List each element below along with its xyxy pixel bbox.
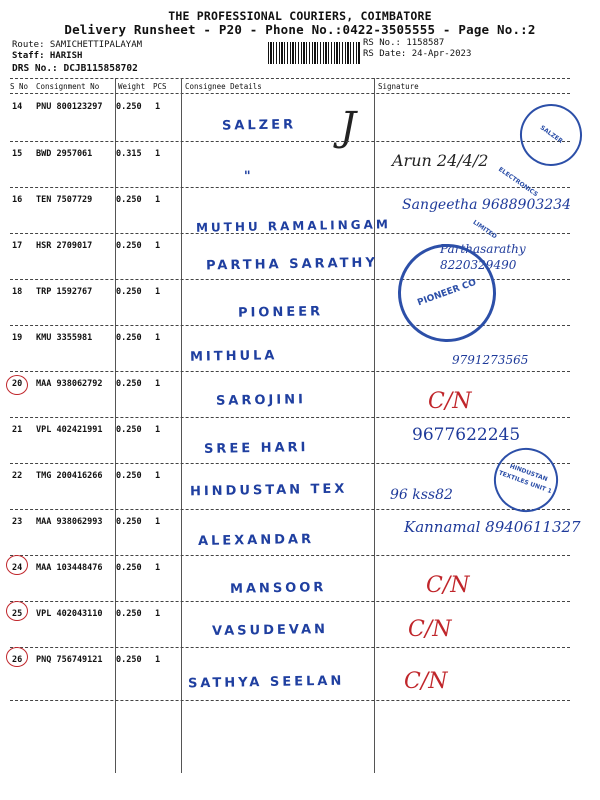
row-consignment: MAA 938062792 bbox=[36, 379, 103, 389]
row-divider bbox=[10, 555, 570, 556]
table-row bbox=[0, 603, 600, 649]
row-consignment: BWD 2957061 bbox=[36, 149, 93, 159]
row-pcs: 1 bbox=[155, 241, 161, 251]
header-weight: Weight bbox=[118, 82, 146, 91]
row-divider bbox=[10, 417, 570, 418]
row-signature: Arun 24/4/2 bbox=[392, 151, 489, 170]
row-consignment: MAA 103448476 bbox=[36, 563, 103, 573]
row-pcs: 1 bbox=[155, 195, 161, 205]
row-pcs: 1 bbox=[155, 517, 161, 527]
barcode bbox=[268, 42, 360, 64]
table-row bbox=[0, 327, 600, 373]
row-sno: 22 bbox=[12, 471, 23, 481]
row-consignee: HINDUSTAN TEX bbox=[189, 481, 348, 500]
row-cn-mark: C/N bbox=[428, 389, 472, 414]
row-weight: 0.250 bbox=[116, 517, 142, 527]
row-weight: 0.250 bbox=[116, 655, 142, 665]
row-divider bbox=[10, 187, 570, 188]
row-pcs: 1 bbox=[155, 609, 161, 619]
table-row bbox=[0, 235, 600, 281]
company-title: THE PROFESSIONAL COURIERS, COIMBATORE bbox=[168, 9, 432, 23]
row-consignee: VASUDEVAN bbox=[211, 621, 329, 640]
table-row bbox=[0, 281, 600, 327]
row-consignment: VPL 402043110 bbox=[36, 609, 103, 619]
row-consignee: MUTHU RAMALINGAM bbox=[195, 217, 391, 235]
rs-number: RS No.: 1158587 bbox=[363, 38, 445, 48]
header-top-rule bbox=[10, 78, 570, 79]
row-cn-mark: C/N bbox=[404, 669, 448, 694]
runsheet-title: Delivery Runsheet - P20 - Phone No.:0422-3505555 - Page No.:2 bbox=[64, 22, 536, 37]
row-sno: 24 bbox=[12, 563, 23, 573]
header-bottom-rule bbox=[10, 93, 570, 94]
row-consignee: " bbox=[243, 168, 254, 185]
row-sno: 17 bbox=[12, 241, 23, 251]
row-weight: 0.250 bbox=[116, 333, 142, 343]
row-pcs: 1 bbox=[155, 287, 161, 297]
table-row bbox=[0, 557, 600, 603]
row-pcs: 1 bbox=[155, 655, 161, 665]
row-consignment: PNU 800123297 bbox=[36, 102, 103, 112]
table-row bbox=[0, 649, 600, 695]
row-sno: 26 bbox=[12, 655, 23, 665]
row-signature: 96 kss82 bbox=[390, 487, 453, 503]
row-divider bbox=[10, 325, 570, 326]
pioneer-stamp: PIONEER CO bbox=[384, 230, 510, 356]
header-signature: Signature bbox=[378, 82, 419, 91]
row-divider bbox=[10, 141, 570, 142]
row-consignee: MANSOOR bbox=[229, 580, 327, 597]
row-weight: 0.250 bbox=[116, 563, 142, 573]
row-divider bbox=[10, 371, 570, 372]
row-consignee: SALZER bbox=[221, 117, 297, 134]
rs-date: RS Date: 24-Apr-2023 bbox=[363, 49, 472, 59]
row-pcs: 1 bbox=[155, 333, 161, 343]
row-sno: 21 bbox=[12, 425, 23, 435]
row-signature: Parthasarathy 8220329490 bbox=[440, 242, 526, 272]
row-consignee: SATHYA SEELAN bbox=[187, 673, 345, 692]
row-signature: Kannamal 8940611327 bbox=[404, 518, 581, 536]
row-signature: Sangeetha 9688903234 bbox=[402, 197, 571, 213]
row-consignee: MITHULA bbox=[189, 348, 278, 365]
row-consignee: SREE HARI bbox=[203, 440, 309, 457]
row-consignment: KMU 3355981 bbox=[36, 333, 93, 343]
row-consignee: PIONEER bbox=[237, 304, 324, 321]
row-pcs: 1 bbox=[155, 102, 161, 112]
row-sno: 19 bbox=[12, 333, 23, 343]
row-weight: 0.315 bbox=[116, 149, 142, 159]
row-weight: 0.250 bbox=[116, 609, 142, 619]
row-sno: 23 bbox=[12, 517, 23, 527]
row-divider bbox=[10, 509, 570, 510]
row-consignee: SAROJINI bbox=[215, 392, 307, 409]
row-signature: J bbox=[340, 104, 357, 150]
row-signature: 9791273565 bbox=[452, 353, 529, 367]
row-sno: 18 bbox=[12, 287, 23, 297]
row-pcs: 1 bbox=[155, 149, 161, 159]
row-consignment: TMG 200416266 bbox=[36, 471, 103, 481]
route-text: Route: SAMICHETTIPALAYAM bbox=[12, 40, 143, 50]
row-divider bbox=[10, 647, 570, 648]
table-row bbox=[0, 511, 600, 557]
row-sno: 15 bbox=[12, 149, 23, 159]
row-cn-mark: C/N bbox=[426, 573, 470, 598]
header-pcs: PCS bbox=[153, 82, 167, 91]
hindustan-stamp: HINDUSTAN TEXTILES UNIT 1 bbox=[485, 439, 567, 521]
row-divider bbox=[10, 463, 570, 464]
row-consignment: TEN 7507729 bbox=[36, 195, 93, 205]
header-sno: S No bbox=[10, 82, 29, 91]
row-pcs: 1 bbox=[155, 471, 161, 481]
row-cn-mark: C/N bbox=[408, 617, 452, 642]
header-consignee: Consignee Details bbox=[185, 82, 262, 91]
table-row bbox=[0, 373, 600, 419]
table-row bbox=[0, 96, 600, 150]
row-consignment: TRP 1592767 bbox=[36, 287, 93, 297]
row-consignee: ALEXANDAR bbox=[197, 531, 315, 550]
row-consignment: PNQ 756749121 bbox=[36, 655, 103, 665]
row-signature: 9677622245 bbox=[412, 425, 521, 445]
row-consignment: HSR 2709017 bbox=[36, 241, 93, 251]
row-pcs: 1 bbox=[155, 563, 161, 573]
row-weight: 0.250 bbox=[116, 471, 142, 481]
row-weight: 0.250 bbox=[116, 287, 142, 297]
row-pcs: 1 bbox=[155, 379, 161, 389]
row-consignment: MAA 938062993 bbox=[36, 517, 103, 527]
row-pcs: 1 bbox=[155, 425, 161, 435]
row-sno: 25 bbox=[12, 609, 23, 619]
header-consignment: Consignment No bbox=[36, 82, 100, 91]
row-weight: 0.250 bbox=[116, 241, 142, 251]
row-weight: 0.250 bbox=[116, 379, 142, 389]
row-divider bbox=[10, 700, 570, 701]
row-weight: 0.250 bbox=[116, 195, 142, 205]
row-consignee: PARTHA SARATHY bbox=[205, 255, 378, 274]
row-divider bbox=[10, 601, 570, 602]
row-weight: 0.250 bbox=[116, 425, 142, 435]
salzer-stamp: SALZER ELECTRONICS LIMITED bbox=[508, 92, 594, 178]
staff-text: Staff: HARISH bbox=[12, 51, 83, 61]
drs-number: DRS No.: DCJB115858702 bbox=[12, 63, 138, 74]
row-sno: 14 bbox=[12, 102, 23, 112]
row-consignment: VPL 402421991 bbox=[36, 425, 103, 435]
row-sno: 16 bbox=[12, 195, 23, 205]
row-sno: 20 bbox=[12, 379, 23, 389]
row-weight: 0.250 bbox=[116, 102, 142, 112]
